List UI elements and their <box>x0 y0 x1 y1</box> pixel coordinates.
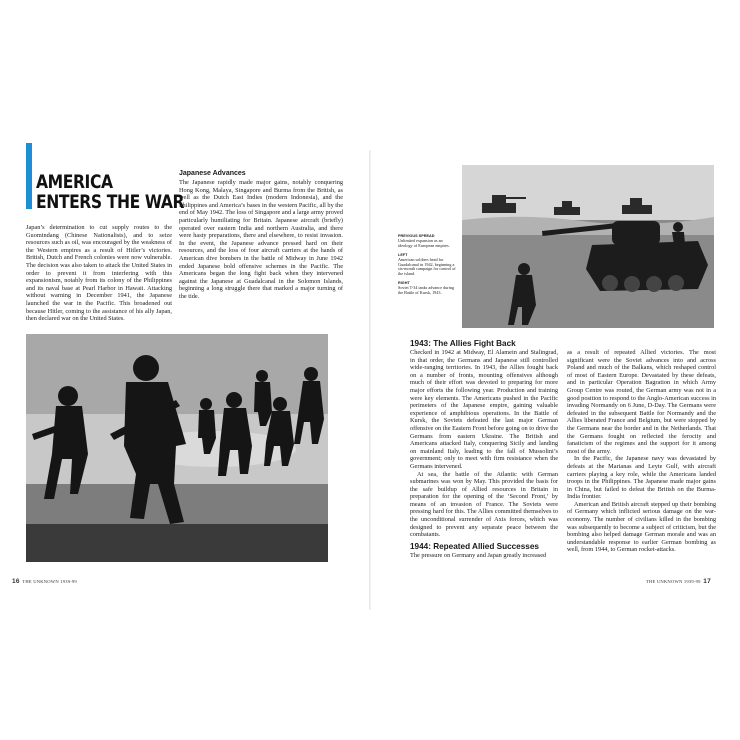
right-col2-paragraph-1: as a result of repeated Allied victories. The most significant were the Soviet advances into and across Poland and much of the Balkans, which reshaped control of most of Eastern Europe. Devastated by these defeats, and in particular Operation Bagration in which Army Group Centre was routed, the German army was not in a good position to respond to the Anglo-American success in invading Normandy on 6 June, D-Day. The Germans were defeated in the subsequent Battle for Normandy and the Allies liberated France and Belgium, but were stopped by the Germans near the border and in the Netherlands. That the Germans fought on reflected the ferocity and fanaticism of the regimes and the support for it among most of the army. <box>567 349 717 455</box>
tanks-photo-illustration <box>462 165 714 328</box>
caption-text: Soviet T-34 tanks advance during the Battle of Kursk, 1943. <box>398 285 455 296</box>
section-1944-heading: 1944: Repeated Allied Successes <box>410 541 539 551</box>
right-running-title: THE UNKNOWN 1939-99 <box>646 579 701 584</box>
section-1943-paragraph-1: Checked in 1942 at Midway, El Alamein and Stalingrad, in that order, the Germans and Japanese still controlled wide-ranging territories. In 1943, the Allies fought back on a number of fronts, mounting offensives although much of their effort was devoted to preparing for more major efforts the following year. Production and training were key elements. The Americans pushed in the Pacific perimeters of the Japanese empire, gaining valuable experience of amphibious operations. In the Battle of Kursk, the Soviets defeated the last major German offensive on the Eastern Front before going on to drive the Germans from eastern Ukraine. The British and Americans attacked Italy, conquering Sicily and landing on mainland Italy, leading to the fall of Mussolini’s government; only to meet with firm resistance when the Germans intervened. <box>410 349 558 470</box>
left-running-title: THE UNKNOWN 1939-99 <box>22 579 77 584</box>
right-column-1 <box>410 339 558 559</box>
intro-paragraph: Japan’s determination to cut supply routes to the Guomindang (Chinese Nationalists), and to seize resources such as oil, was encouraged by the weakness of the Western empires as a result of Hitler’s victories. British, Dutch and French colonies were now vulnerable. The decision was also taken to attack the United States in order to prevent it from interfering with this expansionism, notably from its colony of the Philippines and its naval base at Pearl Harbor in Hawaii. Attacking without warning in December 1941, the Japanese launched the war in the Pacific. This broadened out because Hitler, coming to the assistance of his ally Japan, then declared war on the United States. <box>26 224 172 323</box>
right-folio <box>646 578 711 585</box>
caption-text: Unlimited expansion as an ideology of European empires. <box>398 237 450 248</box>
right-col2-paragraph-2: In the Pacific, the Japanese navy was devastated by defeats at the Marianas and Leyte Gulf, with aircraft carriers playing a key role, while the Americans landed troops in the Philippines. The Japanese made major gains in China, but failed to defeat the British on the Burma-India frontier. <box>567 455 716 501</box>
japanese-advances-text: The Japanese rapidly made major gains, notably conquering Hong Kong, Malaya, Singapore and Burma from the British, as well as the Dutch East Indies (modern Indonesia), and the Philippines and America’s bases in the western Pacific, all by the end of May 1942. The loss of Singapore and a large army proved particularly humiliating for Britain. Japanese aircraft (briefly) operated over eastern India and northern Australia, and there were hasty preparations, there and elsewhere, to resist invasion. In the event, the Japanese advance pressed hard on their resources, and the loss of four aircraft carriers at the hands of American dive bombers in the battle of Midway in June 1942 ended Japanese bold offensive schemes in the Pacific. The Americans began the long fight back when they intervened against the Japanese at Guadalcanal in the Solomon Islands, beginning a long struggle there that marked a major turning of the tide. <box>179 179 343 300</box>
right-page-number: 17 <box>703 578 711 585</box>
left-page-number: 16 <box>12 578 20 585</box>
photo-captions <box>398 234 456 300</box>
caption-heading: RIGHT <box>398 281 410 286</box>
caption-text: American soldiers head for Guadalcanal in 1942, beginning a six-month campaign for control of the island. <box>398 256 456 277</box>
section-1943-paragraph-2: At sea, the battle of the Atlantic with German submarines was won by May. This provided the basis for the safe buildup of Allied resources in Britain in preparation for the opening of the ‘Second Front,’ by means of an invasion of France. The Soviets were pressing hard for this. The Allies committed themselves to the unconditional surrender of Axis forces, which was designed to prevent any separate peace between the combatants. <box>410 470 558 539</box>
right-column-2 <box>567 349 716 554</box>
page-headline <box>36 172 200 212</box>
soldiers-landing-photo <box>26 334 328 562</box>
right-col2-paragraph-3: American and British aircraft stepped up their bombing of Germany which inflicted serious damage on the war-economy. The number of civilians killed in the bombing was subsequently to become a subject of criticism, but the bombing also helped damage German morale and was an understandable response to earlier German bombing as well, from 1944, to German rocket-attacks. <box>567 500 716 554</box>
japanese-advances-column <box>179 170 343 301</box>
soldiers-photo-illustration <box>26 334 328 562</box>
caption-previous-spread <box>398 234 456 249</box>
tanks-advance-photo <box>462 165 714 328</box>
japanese-advances-heading: Japanese Advances <box>179 170 246 177</box>
caption-right <box>398 281 456 296</box>
caption-left <box>398 253 456 278</box>
section-1943-heading: 1943: The Allies Fight Back <box>410 339 516 348</box>
caption-heading: PREVIOUS SPREAD <box>398 234 435 238</box>
intro-column <box>26 224 172 323</box>
headline-line-1: AMERICA <box>36 171 113 193</box>
headline-accent-bar <box>26 143 32 209</box>
left-folio <box>12 578 77 585</box>
caption-heading: LEFT <box>398 252 408 257</box>
section-1944-text: The pressure on Germany and Japan greatly increased <box>410 551 547 559</box>
headline-line-2: ENTERS THE WAR <box>36 191 185 213</box>
